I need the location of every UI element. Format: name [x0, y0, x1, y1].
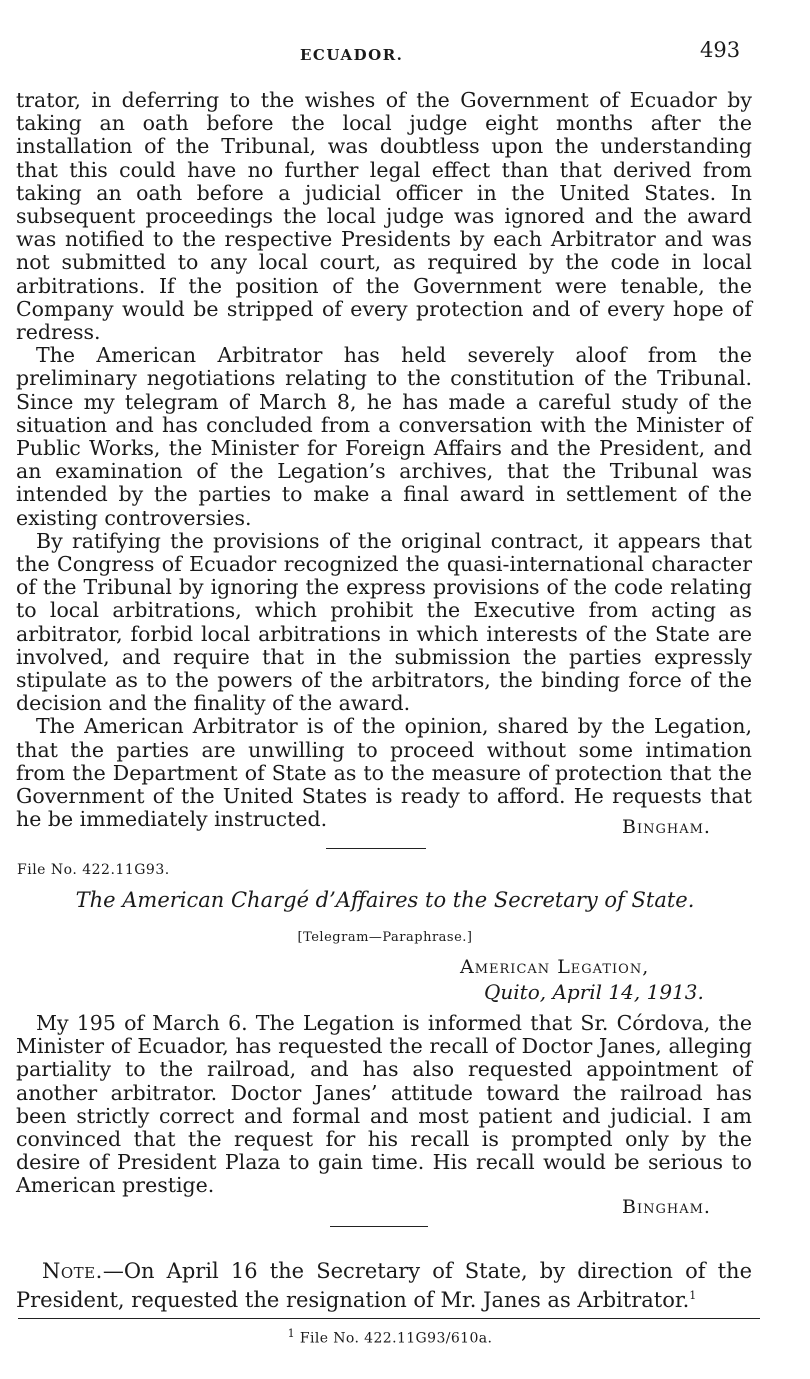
divider-1 [326, 848, 426, 849]
footnote-rule [18, 1318, 760, 1319]
telegram-paragraph: My 195 of March 6. The Legation is informed that Sr. Córdova, the Minister of Ecuador, has requested the recall of Doctor Janes, alleging partiality to the railroad, and has also requested appointment of another arbitrator. Doctor Janes’ attitude toward the railroad has been strictly correct and formal and most patient and judicial. I am convinced that the request for his recall is prompted only by the desire of President Plaza to gain time. His recall would be serious to American prestige. [16, 1011, 752, 1198]
section-1-body [16, 89, 752, 832]
divider-2 [330, 1226, 428, 1227]
running-title: ECUADOR. [300, 46, 404, 64]
file-number: File No. 422.11G93. [17, 862, 170, 878]
footnote-marker: 1 [287, 1327, 295, 1340]
note-label: Note. [42, 1259, 103, 1283]
paragraph-4: The American Arbitrator is of the opinion, shared by the Legation, that the parties are unwilling to proceed without some intimation from the Department of State as to the measure of protection that the Government of the United States is ready to afford. He requests that he be immediately instructed. [16, 714, 752, 832]
signature-1: Bingham. [622, 816, 711, 838]
paragraph-2: The American Arbitrator has held severely aloof from the preliminary negotiations relating to the constitution of the Tribunal. Since my telegram of March 8, he has made a careful study of the situation and has concluded from a conversation with the Minister of Public Works, the Minister for Foreign Affairs and the President, and an examination of the Legation’s archives, that the Tribunal was intended by the parties to make a final award in settlement of the existing controversies. [16, 343, 752, 530]
paragraph-1: trator, in deferring to the wishes of the Government of Ecuador by taking an oath before the local judge eight months after the installation of the Tribunal, was doubtless upon the understanding that this could have no further legal effect than that derived from taking an oath before a judicial officer in the United States. In subsequent proceedings the local judge was ignored and the award was notified to the respective Presidents by each Arbitrator and was not submitted to any local court, as required by the code in local arbitrations. If the position of the Government were tenable, the Company would be stripped of every protection and of every hope of redress. [16, 88, 752, 345]
footnote-text: File No. 422.11G93/610a. [294, 1330, 493, 1347]
running-head [0, 38, 810, 68]
place-line-2: Quito, April 14, 1913. [484, 980, 704, 1004]
page-number: 493 [700, 38, 741, 62]
note-text: —On April 16 the Secretary of State, by direction of the President, requested the resignation of Mr. Janes as Arbitrator. [16, 1259, 752, 1312]
signature-2: Bingham. [622, 1196, 711, 1218]
document-title: The American Chargé d’Affaires to the Secretary of State. [75, 888, 695, 912]
telegram-note: [Telegram—Paraphrase.] [297, 930, 473, 945]
note-footnote-ref: 1 [689, 1288, 697, 1302]
note-paragraph [16, 1260, 752, 1312]
place-line-1: American Legation, [460, 956, 650, 978]
paragraph-3: By ratifying the provisions of the original contract, it appears that the Congress of Ecuador recognized the quasi-international character of the Tribunal by ignoring the express provisions of the code relating to local arbitrations, which prohibit the Executive from acting as arbitrator, forbid local arbitrations in which interests of the State are involved, and require that in the submission the parties expressly stipulate as to the powers of the arbitrators, the binding force of the decision and the finality of the award. [16, 528, 752, 716]
section-2-body [16, 1012, 752, 1198]
footnote [0, 1327, 780, 1347]
